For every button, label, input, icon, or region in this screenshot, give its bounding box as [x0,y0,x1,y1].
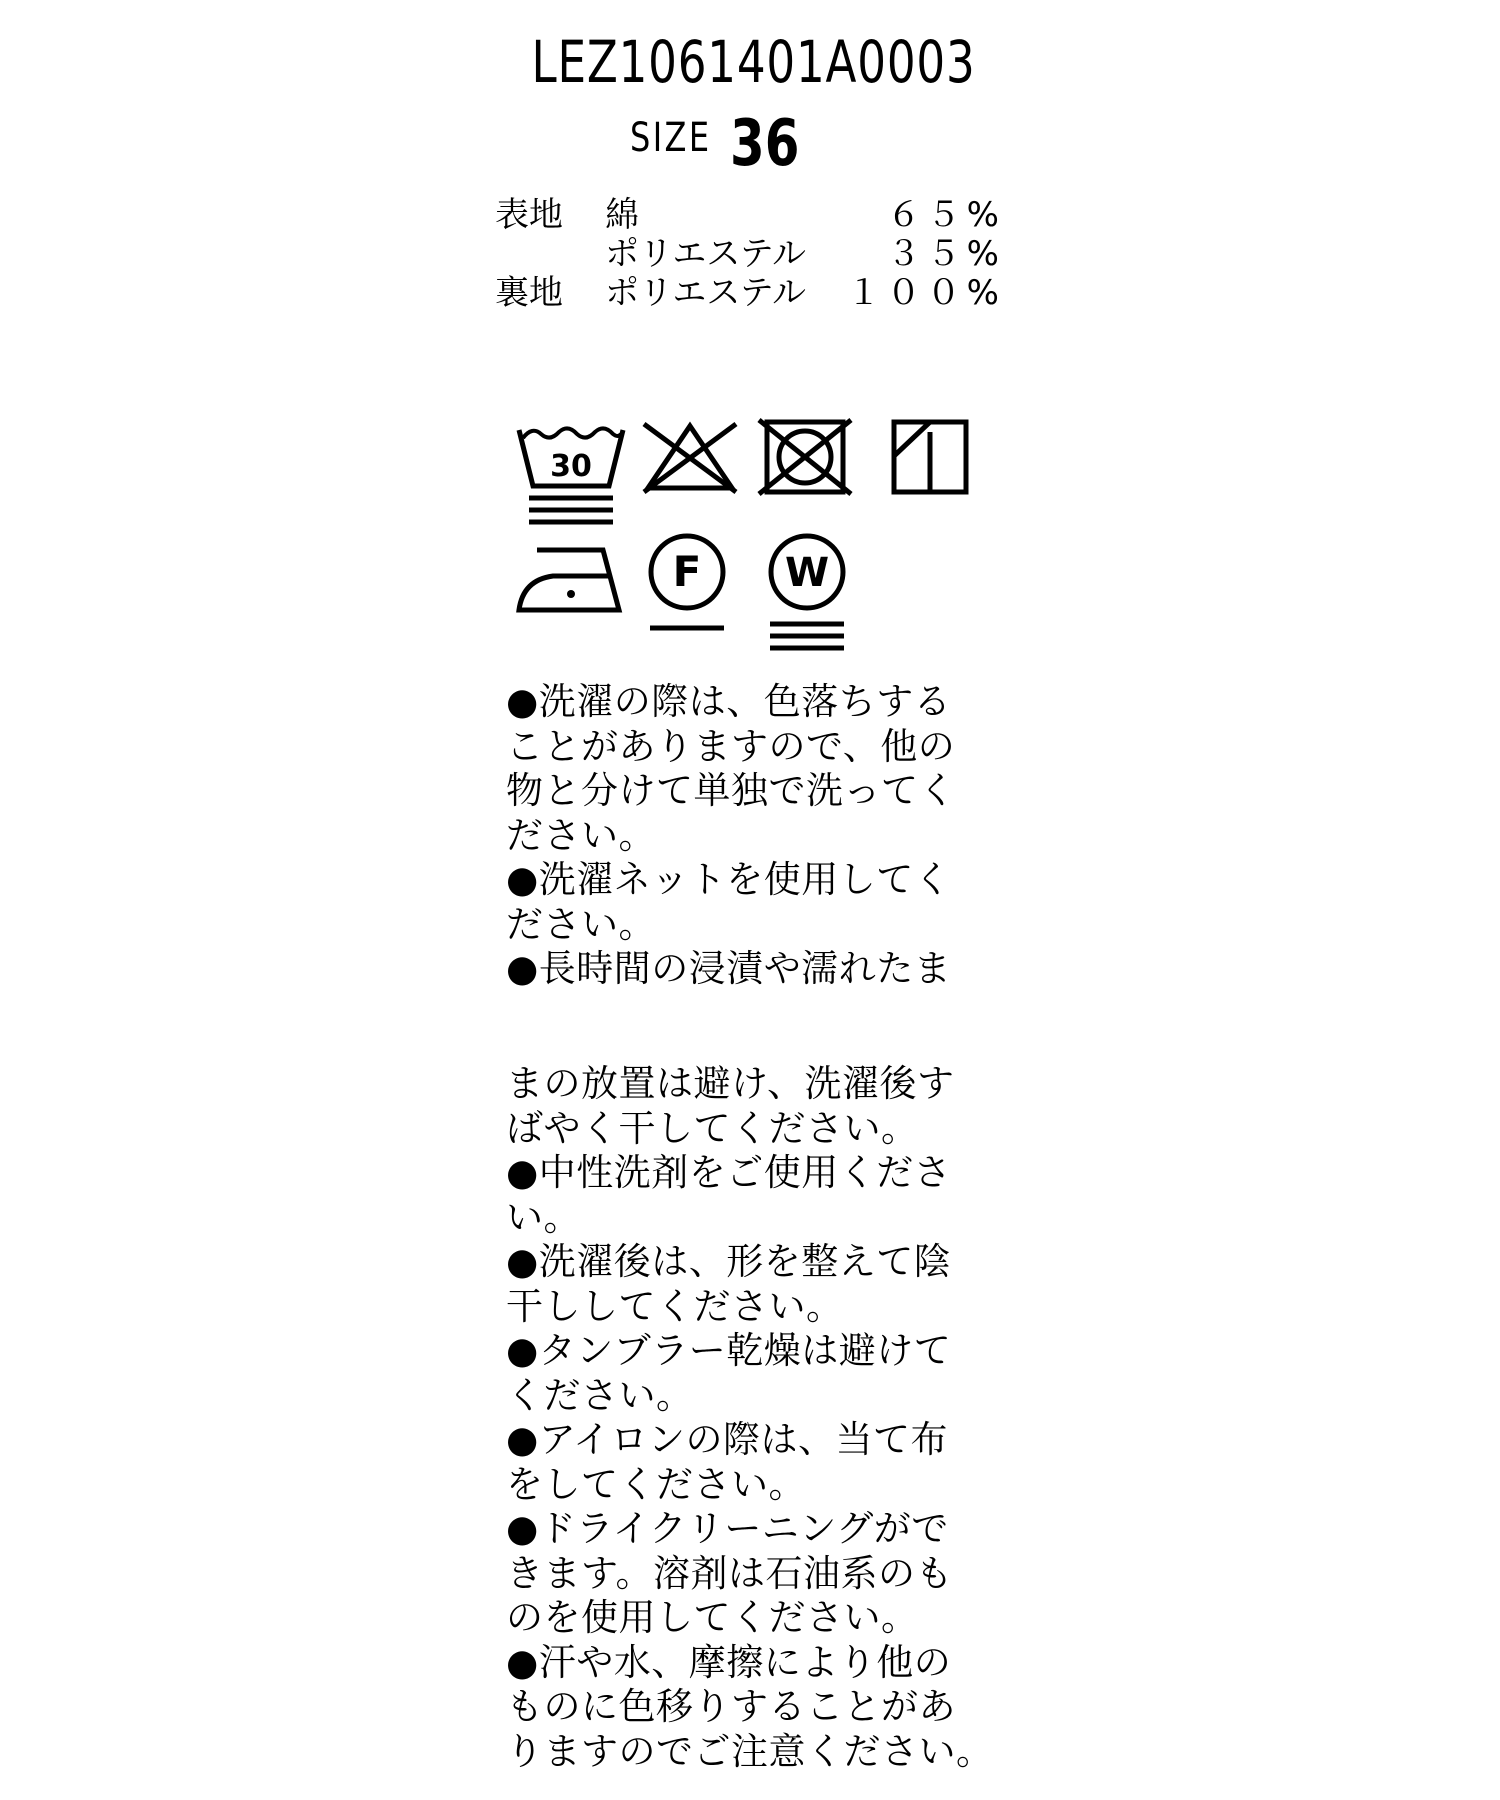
dry-clean-f-gentle-icon [642,530,732,638]
wash-temperature: 30 [550,449,592,484]
instruction-line: きます。溶剤は石油系のも [506,1551,954,1595]
size-value: 36 [730,107,800,181]
composition-part: 裏地 [495,273,563,313]
care-instructions-block-2 [506,1062,996,1774]
instruction-line: ●タンブラー乾燥は避けて [506,1329,952,1372]
instruction-line: 物と分けて単独で洗ってく [506,769,956,812]
instruction-line: まの放置は避け、洗濯後す [506,1062,955,1105]
composition-row [495,274,1005,313]
size-label: SIZE [630,115,712,161]
instruction-line: ●洗濯ネットを使用してく [506,858,952,901]
instruction-line: ください。 [506,1373,694,1417]
shade-drip-dry-icon [890,418,970,496]
instruction-line: 干ししてください。 [506,1284,844,1328]
composition-percent: ６５% [886,195,1005,235]
instruction-line: ことがありますので、他の [506,724,956,768]
hand-wash-30-gentle-icon [515,418,627,528]
wet-clean-letter: W [784,550,830,596]
composition-part: 表地 [495,195,563,235]
composition-row [495,196,1005,235]
size-row [630,107,800,181]
care-instructions-block-1 [506,680,996,992]
instruction-line: ●洗濯の際は、色落ちする [506,680,952,723]
instruction-line: ●汗や水、摩擦により他の [506,1640,952,1684]
no-tumble-dry-icon [757,418,853,496]
composition-percent: ３５% [886,234,1005,274]
iron-low-icon [513,540,625,620]
instruction-line: ばやく干してください。 [506,1106,919,1150]
wet-clean-w-very-gentle-icon [762,530,852,652]
instruction-line: ださい。 [506,902,656,946]
instruction-line: ものに色移りすることがあ [506,1685,956,1728]
fabric-composition [495,196,1005,313]
composition-material: ポリエステル [605,234,806,274]
instruction-line: ●アイロンの際は、当て布 [506,1418,948,1461]
instruction-line: のを使用してください。 [506,1596,919,1639]
composition-material: 綿 [605,195,639,235]
care-symbols [505,410,985,650]
product-code: LEZ1061401A0003 [531,28,976,96]
composition-material: ポリエステル [605,273,806,313]
composition-percent: １００% [846,273,1005,313]
instruction-line: をしてください。 [506,1462,806,1506]
instruction-line: ●洗濯後は、形を整えて陰 [506,1240,952,1283]
instruction-line: い。 [506,1195,581,1239]
dry-clean-letter: F [672,547,702,596]
composition-row [495,235,1005,274]
instruction-line: ださい。 [506,813,656,857]
instruction-line: ●ドライクリーニングがで [506,1507,949,1550]
instruction-line: ●中性洗剤をご使用くださ [506,1151,952,1194]
instruction-line: りますのでご注意ください。 [506,1729,994,1773]
instruction-line: ●長時間の浸漬や濡れたま [506,947,952,990]
no-bleach-icon [640,420,740,494]
